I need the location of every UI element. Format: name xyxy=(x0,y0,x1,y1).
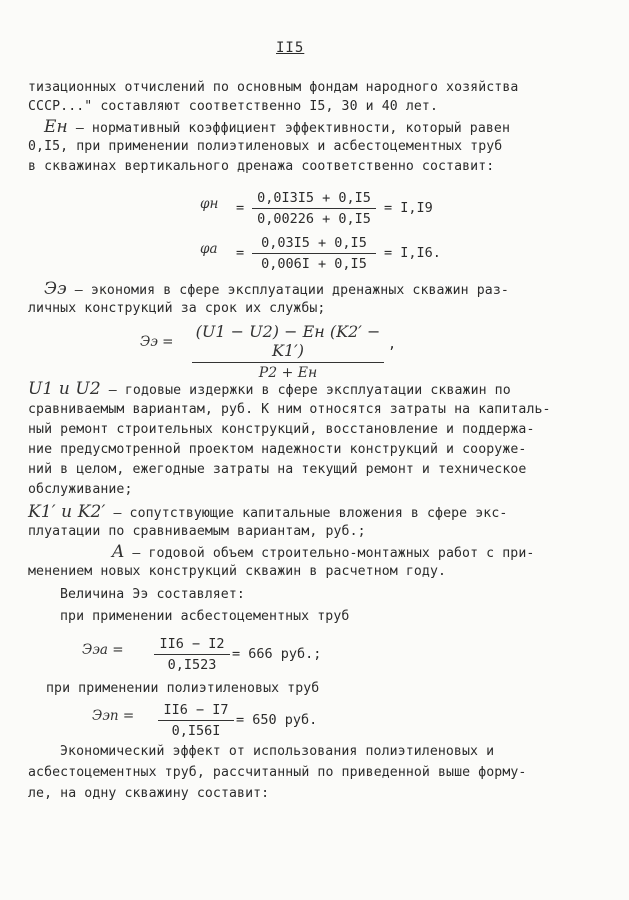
page-number: II5 xyxy=(276,40,305,56)
numerator: (U1 − U2) − Eн (K2′ − K1′) xyxy=(195,322,381,360)
formula-eep xyxy=(92,702,392,742)
formula-eea xyxy=(82,636,382,676)
text-line: ний в целом, ежегодные затраты на текущий ремонт и техническое xyxy=(28,462,527,477)
phi-n-result: = I,I9 xyxy=(384,200,433,216)
phi-n-symbol: φн xyxy=(200,196,219,212)
text-line xyxy=(44,281,509,299)
text-line: Величина Ээ составляет: xyxy=(60,587,245,602)
fraction xyxy=(192,322,384,381)
denominator: 0,00226 + 0,I5 xyxy=(257,211,371,227)
formula-phi-a xyxy=(200,235,500,275)
numerator: 0,03I5 + 0,I5 xyxy=(261,235,367,251)
text-line: асбестоцементных труб, рассчитанный по приведенной выше форму- xyxy=(28,765,527,780)
text-line: ние предусмотренной проектом надежности конструкций и сооруже- xyxy=(28,442,527,457)
fraction xyxy=(252,190,376,227)
fraction-bar xyxy=(252,208,376,209)
a-definition: – годовой объем строительно-монтажных работ с при- xyxy=(124,546,535,561)
formula-comma: , xyxy=(388,336,397,352)
text-line: сравниваемым вариантам, руб. К ним относятся затраты на капиталь- xyxy=(28,402,551,417)
text-line: ный ремонт строительных конструкций, восстановление и поддержа- xyxy=(28,422,535,437)
equals-sign: = xyxy=(236,200,245,216)
eep-result: = 650 руб. xyxy=(236,712,318,728)
formula-ee xyxy=(140,322,460,381)
en-symbol: Eн xyxy=(44,117,68,137)
text-line xyxy=(112,544,534,562)
text-line xyxy=(44,119,510,137)
text-line: тизационных отчислений по основным фондам народного хозяйства xyxy=(28,80,519,95)
eep-lhs: Ээп = xyxy=(92,708,135,724)
text-line xyxy=(28,504,507,522)
fraction xyxy=(158,702,234,739)
fraction-bar xyxy=(192,362,384,363)
en-definition: – нормативный коэффициент эффективности, который равен xyxy=(67,121,510,136)
denominator: P2 + Eн xyxy=(258,365,318,381)
a-symbol: A xyxy=(112,542,125,562)
equals-sign: = xyxy=(236,245,245,261)
text-line: при применении полиэтиленовых труб xyxy=(46,681,320,696)
text-line: ле, на одну скважину составит: xyxy=(28,786,270,801)
text-line: Экономический эффект от использования полиэтиленовых и xyxy=(60,744,495,759)
text-line: плуатации по сравниваемым вариантам, руб.; xyxy=(28,524,366,539)
numerator: II6 − I2 xyxy=(159,636,225,652)
text-line xyxy=(28,381,511,399)
text-line: в скважинах вертикального дренажа соответственно составит: xyxy=(28,159,495,174)
fraction-bar xyxy=(158,720,234,721)
text-line: 0,I5, при применении полиэтиленовых и асбестоцементных труб xyxy=(28,139,503,154)
formula-phi-n xyxy=(200,190,500,230)
eea-result: = 666 руб.; xyxy=(232,646,322,662)
phi-a-symbol: φа xyxy=(200,241,218,257)
numerator: II6 − I7 xyxy=(163,702,229,718)
phi-a-result: = I,I6. xyxy=(384,245,441,261)
ee-lhs: Ээ = xyxy=(140,334,174,350)
text-line: личных конструкций за срок их службы; xyxy=(28,301,326,316)
u-symbols: U1 и U2 xyxy=(28,379,101,399)
fraction xyxy=(154,636,230,673)
numerator: 0,0I3I5 + 0,I5 xyxy=(257,190,371,206)
fraction-bar xyxy=(252,253,376,254)
eea-lhs: Ээа = xyxy=(82,642,124,658)
text-line: при применении асбестоцементных труб xyxy=(60,609,350,624)
fraction-bar xyxy=(154,654,230,655)
text-line: обслуживание; xyxy=(28,482,133,497)
text-line: менением новых конструкций скважин в расчетном году. xyxy=(28,564,447,579)
ee-definition: – экономия в сфере эксплуатации дренажных скважин раз- xyxy=(66,283,509,298)
denominator: 0,I56I xyxy=(171,723,221,739)
denominator: 0,I523 xyxy=(167,657,217,673)
u-definition: – годовые издержки в сфере эксплуатации скважин по xyxy=(100,383,511,398)
denominator: 0,006I + 0,I5 xyxy=(261,256,367,272)
text-line: СССР..." составляют соответственно I5, 30 и 40 лет. xyxy=(28,99,439,114)
fraction xyxy=(252,235,376,272)
ee-symbol: Ээ xyxy=(44,279,67,299)
k-symbols: K1′ и K2′ xyxy=(28,502,106,522)
k-definition: – сопутствующие капитальные вложения в сфере экс- xyxy=(105,506,508,521)
